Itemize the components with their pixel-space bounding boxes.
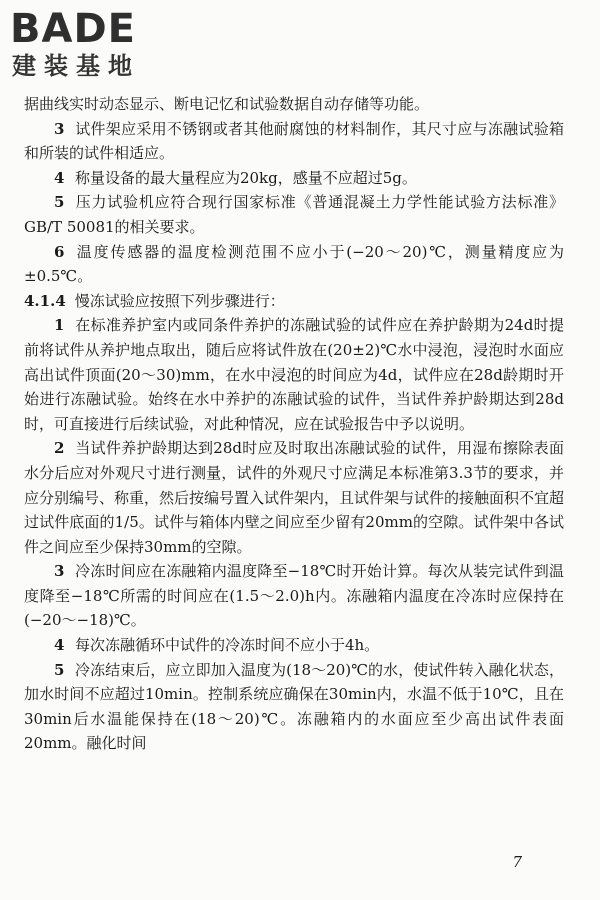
clause-number: 1: [54, 316, 65, 335]
clause-text: 当试件养护龄期达到28d时应及时取出冻融试验的试件，用湿布擦除表面水分后应对外观尺寸进行测量，试件的外观尺寸应满足本标准第3.3节的要求，并应分别编号、称重，然后按编号置入试件架内，且试件架与试件的接触面积不宜超过试件底面的1/5。试件与箱体内壁之间应至少留有20mm的空隙。试件架中各试件之间应至少保持30mm的空隙。: [24, 439, 565, 556]
clause-a-5: [24, 190, 564, 239]
clause-a-3: [24, 117, 564, 166]
clause-number: 3: [54, 562, 65, 581]
clause-b-3: [24, 559, 564, 633]
clause-text: 在标准养护室内或同条件养护的冻融试验的试件应在养护龄期为24d时提前将试件从养护地点取出，随后应将试件放在(20±2)℃水中浸泡，浸泡时水面应高出试件顶面(20～30)mm，在水中浸泡的时间应为4d，试件应在28d龄期时开始进行冻融试验。始终在水中养护的冻融试验的试件，当试件养护龄期达到28d时，可直接进行后续试验，对此种情况，应在试验报告中予以说明。: [24, 316, 564, 433]
clause-number: 4: [54, 168, 65, 187]
section-text: 慢冻试验应按照下列步骤进行：: [74, 291, 285, 310]
clause-number: 5: [54, 193, 65, 212]
clause-b-2: [24, 436, 564, 559]
clause-b-5: [24, 658, 564, 756]
watermark-logo: [8, 6, 178, 84]
clause-text: 温度传感器的温度检测范围不应小于(−20～20)℃，测量精度应为±0.5℃。: [24, 242, 564, 286]
clause-number: 6: [54, 242, 65, 261]
clause-number: 3: [54, 119, 65, 138]
section-heading: [24, 289, 564, 314]
clause-a-6: [24, 240, 564, 289]
clause-number: 4: [54, 636, 65, 655]
clause-a-4: [24, 166, 564, 191]
section-number: 4.1.4: [24, 291, 66, 310]
clause-text: 每次冻融循环中试件的冷冻时间不应小于4h。: [74, 636, 380, 655]
clause-text: 冷冻结束后，应立即加入温度为(18～20)℃的水，使试件转入融化状态，加水时间不应超过10min。控制系统应确保在30min内，水温不低于10℃，且在30min后水温能保持在(18～20)℃。冻融箱内的水面应至少高出试件表面20mm。融化时间: [24, 660, 564, 753]
clause-text: 冷冻时间应在冻融箱内温度降至−18℃时开始计算。每次从装完试件到温度降至−18℃所需的时间应在(1.5～2.0)h内。冻融箱内温度在冷冻时应保持在(−20～−18)℃。: [24, 562, 564, 630]
clause-text: 压力试验机应符合现行国家标准《普通混凝土力学性能试验方法标准》GB/T 50081的相关要求。: [24, 193, 564, 236]
page-number: 7: [512, 853, 522, 871]
document-body: [24, 92, 564, 756]
clause-b-4: [24, 633, 564, 658]
clause-text: 称量设备的最大量程应为20kg，感量不应超过5g。: [74, 168, 417, 187]
logo-main-text: BADE: [10, 6, 136, 52]
clause-number: 2: [54, 439, 65, 458]
logo-sub-text: 建装基地: [12, 52, 140, 80]
clause-b-1: [24, 313, 564, 436]
clause-number: 5: [54, 660, 65, 679]
clause-text: 试件架应采用不锈钢或者其他耐腐蚀的材料制作，其尺寸应与冻融试验箱和所装的试件相适应。: [24, 119, 564, 163]
intro-paragraph: 据曲线实时动态显示、断电记忆和试验数据自动存储等功能。: [24, 95, 430, 113]
